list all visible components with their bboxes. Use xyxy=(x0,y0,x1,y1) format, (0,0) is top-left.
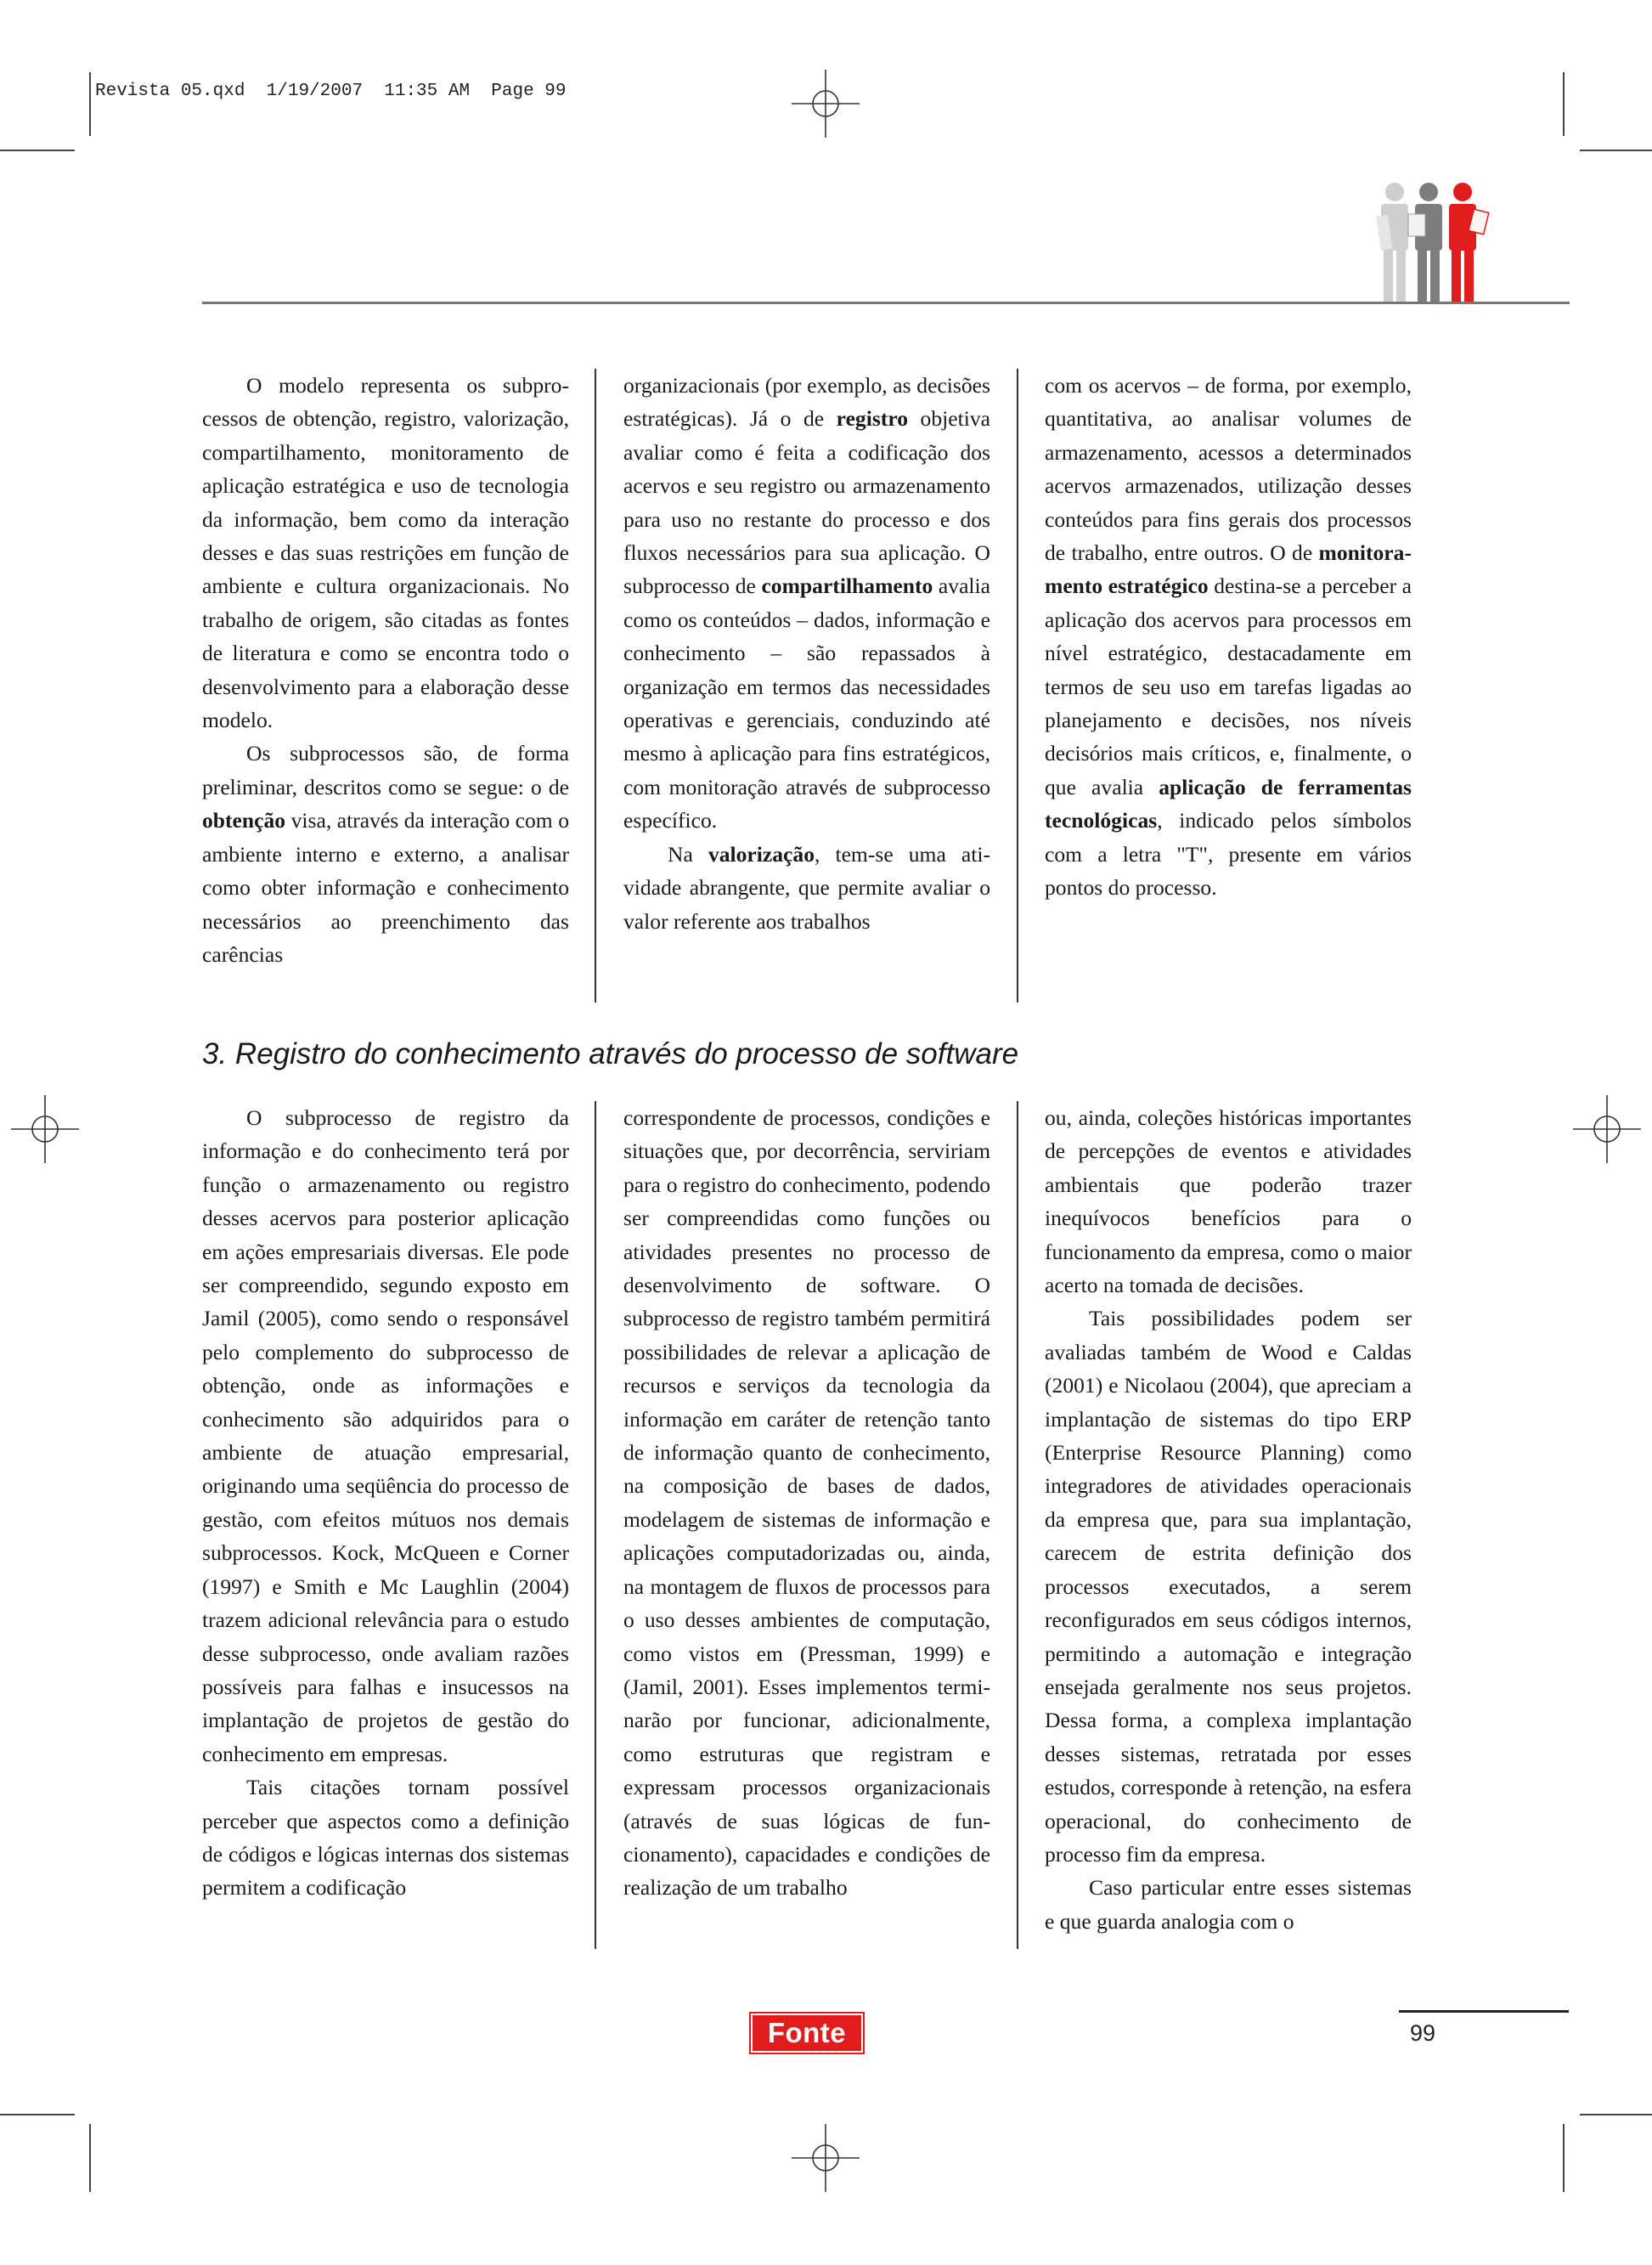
bottom-column-2 xyxy=(623,1101,990,1905)
bold-term: registro xyxy=(836,406,909,432)
crop-mark-top-right-h xyxy=(1580,150,1652,151)
text-run: visa, através da interação com o ambiente interno e externo, a analisar como obter informação e conhecimento necessários ao preenchimento das carências xyxy=(202,808,569,967)
print-slug-line: Revista 05.qxd 1/19/2007 11:35 AM Page 99 xyxy=(95,82,567,101)
paragraph xyxy=(1045,1302,1412,1871)
page-number-rule xyxy=(1399,2010,1569,2013)
brand-logo: Fonte xyxy=(753,2015,861,2051)
crop-mark-bottom-left-v xyxy=(89,2124,91,2192)
registration-mark-top xyxy=(792,70,860,138)
text-run: objetiva avaliar como é feita a codificação dos acervos e seu registro ou armazenamento para uso no restante do processo e dos fluxos necessários para sua aplicação. O subprocesso de xyxy=(623,406,990,599)
top-column-divider-1 xyxy=(595,369,596,1003)
crop-mark-bottom-right-v xyxy=(1563,2124,1565,2192)
page-number: 99 xyxy=(1410,2020,1436,2046)
text-run: ou, ainda, coleções históricas importantes de percepções de eventos e atividades ambientais que poderão trazer inequívocos benefícios para o funcionamento da empresa, como o maior acerto na tomada de decisões. xyxy=(1045,1105,1412,1298)
top-column-2 xyxy=(623,369,990,938)
bold-term: compartilhamento xyxy=(761,573,933,599)
paragraph xyxy=(623,1101,990,1905)
bottom-column-1 xyxy=(202,1101,569,1905)
text-run: Caso particular entre esses sistemas e que guarda analogia com o xyxy=(1045,1875,1412,1934)
bottom-column-3 xyxy=(1045,1101,1412,1938)
text-run: Tais citações tornam possível perceber que aspectos como a definição de códigos e lógicas internas dos sistemas permitem a codificação xyxy=(202,1775,569,1901)
text-run: , indicado pelos símbolos com a letra "T", presente em vários pontos do processo. xyxy=(1045,808,1412,901)
text-run: , tem-se uma atividade abrangente, que permite avaliar o valor referente aos trabalhos xyxy=(623,841,990,934)
paragraph xyxy=(202,1771,569,1905)
crop-mark-bottom-left-h xyxy=(0,2114,75,2115)
paragraph xyxy=(1045,1871,1412,1938)
header-rule xyxy=(202,302,1570,304)
paragraph xyxy=(1045,369,1412,905)
text-run: organizacionais (por exemplo, as decisões estratégicas). Já o de xyxy=(623,373,990,432)
top-column-1 xyxy=(202,369,569,971)
bold-term: obtenção xyxy=(202,808,286,833)
bold-term: aplicação de ferramentas tecnológicas xyxy=(1045,774,1412,833)
people-logo-icon xyxy=(1376,182,1503,305)
paragraph xyxy=(1045,1101,1412,1302)
top-column-divider-2 xyxy=(1017,369,1018,1003)
section-heading: 3. Registro do conhecimento através do processo de software xyxy=(202,1037,1019,1070)
bottom-column-divider-1 xyxy=(595,1101,596,1949)
registration-mark-right xyxy=(1573,1095,1641,1163)
paragraph xyxy=(202,369,569,737)
registration-mark-bottom xyxy=(792,2124,860,2192)
paragraph xyxy=(202,1101,569,1771)
paragraph xyxy=(623,838,990,938)
text-run: O modelo representa os subprocessos de obtenção, registro, valorização, compartilhamento, monitoramento de aplicação estratégica e uso de tecnologia da informação, bem como da interação desses e das suas restrições em função de ambiente e cultura organizacionais. No trabalho de origem, são citadas as fontes de literatura e como se encontra todo o desenvolvimento para a elaboração desse modelo. xyxy=(202,373,569,733)
crop-mark-top-right-v xyxy=(1563,72,1565,136)
text-run: avalia como os conteúdos – dados, informação e conhecimento – são repassados à organização em termos das necessidades operativas e gerenciais, conduzindo até mesmo à aplicação para fins estratégicos, com monitoração através de subprocesso específico. xyxy=(623,573,991,833)
text-run: Na xyxy=(668,841,708,867)
text-run: Os subprocessos são, de forma preliminar, descritos como se segue: o de xyxy=(202,741,569,799)
crop-mark-top-left-h xyxy=(0,150,75,151)
text-run: Tais possibilidades podem ser avaliadas também de Wood e Caldas (2001) e Nicolaou (2004), que apreciam a implantação de sistemas do tipo ERP (Enterprise Resource Planning) como integradores de atividades operacionais da empresa que, para sua implantação, carecem de estrita definição dos processos executados, a serem reconfigurados em seus códigos internos, permitindo a automação e integração ensejada geralmente nos seus projetos. Dessa forma, a complexa implantação desses sistemas, retratada por esses estudos, corresponde à retenção, na esfera operacional, do conhecimento de processo fim da empresa. xyxy=(1045,1306,1412,1867)
registration-mark-left xyxy=(11,1095,79,1163)
text-run: O subprocesso de registro da informação e do conhecimento terá por função o armazenamento ou registro desses acervos para posterior aplicação em ações empresariais diversas. Ele pode ser compreendido, segundo exposto em Jamil (2005), como sendo o responsável pelo complemento do subprocesso de obtenção, onde as informações e conhecimento são adquiridos para o ambiente de atuação empresarial, originando uma seqüência do processo de gestão, com efeitos mútuos nos demais subprocessos. Kock, McQueen e Corner (1997) e Smith e Mc Laughlin (2004) trazem adicional relevância para o estudo desse subprocesso, onde avaliam razões possíveis para falhas e insucessos na implantação de projetos de gestão do conhecimento em empresas. xyxy=(202,1105,569,1766)
paragraph xyxy=(623,369,990,838)
bold-term: valorização xyxy=(708,841,815,867)
bottom-column-divider-2 xyxy=(1017,1101,1018,1949)
text-run: destina-se a perceber a aplicação dos acervos para processos em nível estratégico, destacadamente em termos de seu uso em tarefas ligadas ao planejamento e decisões, nos níveis decisórios mais críticos, e, finalmente, o que avalia xyxy=(1045,573,1412,799)
crop-mark-bottom-right-h xyxy=(1580,2114,1652,2115)
top-column-3 xyxy=(1045,369,1412,905)
bold-term: monitoramento estratégico xyxy=(1045,540,1412,599)
crop-mark-top-left-v xyxy=(89,72,91,136)
text-run: correspondente de processos, condições e situações que, por decorrência, serviriam para o registro do conhecimento, podendo ser compreendidas como funções ou atividades presentes no processo de desenvolvimento de software. O subprocesso de registro também permitirá possibilidades de relevar a aplicação de recursos e serviços da tecnologia da informação em caráter de retenção tanto de informação quanto de conhecimento, na composição de bases de dados, modelagem de sistemas de informação e aplicações computadorizadas ou, ainda, na montagem de fluxos de processos para o uso desses ambientes de computação, como vistos em (Pressman, 1999) e (Jamil, 2001). Esses implementos terminarão por funcionar, adicionalmente, como estruturas que registram e expressam processos organizacionais (através de suas lógicas de funcionamento), capacidades e condições de realização de um trabalho xyxy=(623,1105,990,1901)
text-run: com os acervos – de forma, por exemplo, quantitativa, ao analisar volumes de armazenamento, acessos a determinados acervos armazenados, utilização desses conteúdos para fins gerais dos processos de trabalho, entre outros. O de xyxy=(1045,373,1412,566)
paragraph xyxy=(202,737,569,971)
